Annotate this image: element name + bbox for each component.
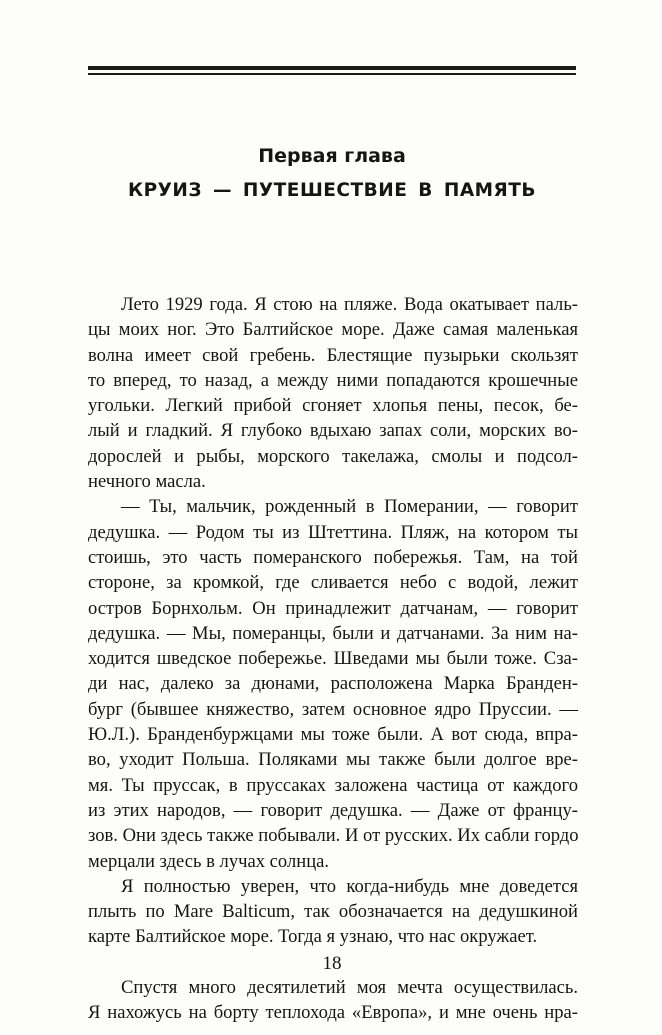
text-line: угольки. Легкий прибой сгоняет хлопья пены, песок, бе- [88,395,578,417]
text-line: мя. Ты пруссак, в пруссаках заложена частица от каждого [88,774,578,796]
text-line: лый и гладкий. Я глубоко вдыхаю запах соли, морских во- [88,420,578,442]
text-line: Спустя много десятилетий моя мечта осуществилась. [121,976,578,998]
header-rule-thick [88,66,576,70]
text-line: зов. Они здесь также побывали. И от русских. Их сабли гордо [88,825,579,847]
text-line: Я нахожусь на борту теплохода «Европа», и мне очень нра- [88,1002,578,1024]
text-line: дедушка. — Родом ты из Штеттина. Пляж, на котором ты [88,521,578,543]
header-rule-thin [88,73,576,75]
text-line: — Ты, мальчик, рожденный в Померании, — говорит [121,496,578,518]
text-line: дорослей и рыбы, морского такелажа, смолы и подсол- [88,445,578,467]
text-line: то вперед, то назад, а между ними попадаются крошечные [88,369,578,391]
text-line: бург (бывшее княжество, затем основное ядро Пруссии. — [88,698,578,720]
text-line: Лето 1929 года. Я стою на пляже. Вода окатывает паль- [121,294,578,315]
text-line: карте Балтийское море. Тогда я узнаю, что нас окружает. [88,926,538,948]
text-line: нечного масла. [88,471,206,493]
text-line: стороне, за кромкой, где сливается небо с водой, лежит [88,572,578,594]
text-line: плыть по Mare Balticum, так обозначается на дедушкиной [88,901,578,923]
text-line: ходится шведское побережье. Шведами мы были тоже. Сза- [88,648,578,670]
text-line: цы моих ног. Это Балтийское море. Даже самая маленькая [88,319,578,341]
text-line: остров Борнхольм. Он принадлежит датчанам, — говорит [88,597,578,619]
text-line: стоишь, это часть померанского побережья. Там, на той [88,546,578,568]
text-line: мерцали здесь в лучах солнца. [88,850,330,872]
text-line: ди нас, далеко за дюнами, расположена Марка Бранден- [88,673,578,695]
text-line: во, уходит Польша. Поляками мы также были долгое вре- [88,749,578,771]
text-line: Я полностью уверен, что когда-нибудь мне доведется [121,875,578,897]
text-line: из этих народов, — говорит дедушка. — Даже от францу- [88,799,578,821]
text-line: волна имеет свой гребень. Блестящие пузырьки скользят [88,344,578,366]
body-text [88,292,578,1025]
chapter-label: Первая глава [258,145,406,167]
page-number: 18 [322,953,342,974]
text-line: дедушка. — Мы, померанцы, были и датчанами. За ним на- [88,622,578,644]
chapter-title: КРУИЗ — ПУТЕШЕСТВИЕ В ПАМЯТЬ [127,180,537,201]
text-line: Ю.Л.). Бранденбуржцами мы тоже были. А вот сюда, впра- [88,724,578,746]
